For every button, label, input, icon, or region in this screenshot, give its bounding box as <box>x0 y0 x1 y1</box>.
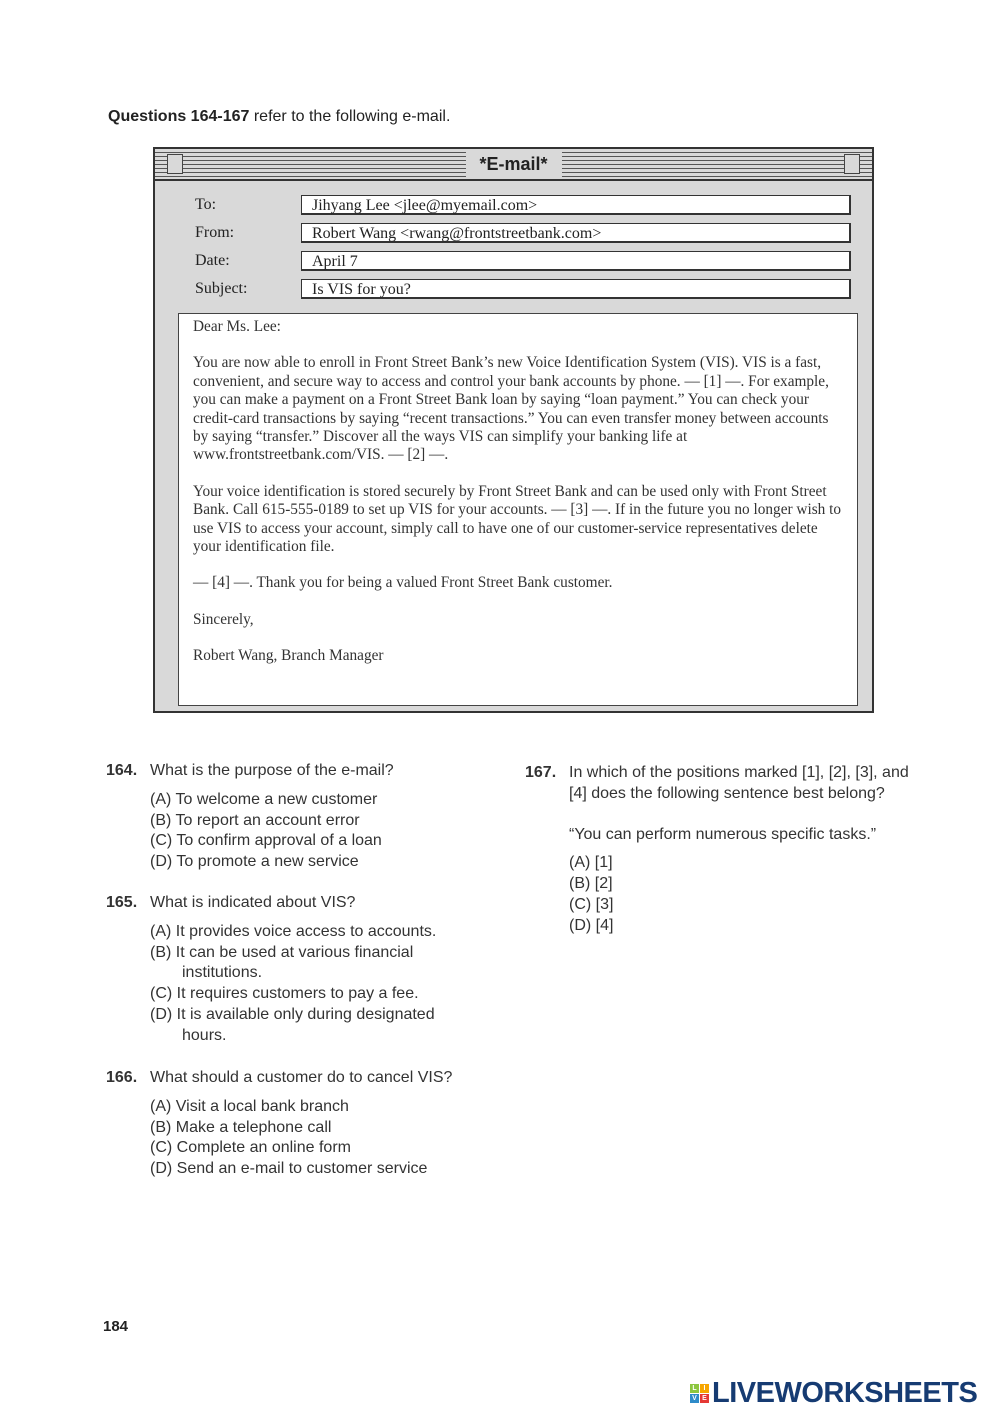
body-paragraph: Your voice identification is stored securely by Front Street Bank and can be used only with Front Street Bank. Call 615-555-0189 to set up VIS for your accounts. — [3] —. If in the future you no longer wish to use VIS to access your account, simply call to have one of our customer-service representatives delete your identification file. <box>193 482 842 556</box>
window-box-icon <box>167 154 183 174</box>
option-c[interactable]: (C) To confirm approval of a loan <box>150 832 382 850</box>
logo-tile: L <box>690 1384 699 1393</box>
subject-label: Subject: <box>195 280 248 297</box>
intro-bold: Questions 164-167 <box>108 108 250 125</box>
question-stem: What should a customer do to cancel VIS? <box>150 1069 453 1086</box>
to-label: To: <box>195 196 217 213</box>
question-number: 167. <box>525 764 557 781</box>
from-label: From: <box>195 224 235 241</box>
intro-line <box>108 108 450 126</box>
option-d[interactable]: (D) To promote a new service <box>150 853 359 871</box>
option-b[interactable]: (B) Make a telephone call <box>150 1118 332 1136</box>
logo-tile: I <box>700 1384 709 1393</box>
signature: Robert Wang, Branch Manager <box>193 647 384 665</box>
closing: Sincerely, <box>193 610 254 628</box>
subject-field: Is VIS for you? <box>301 279 851 299</box>
option-c[interactable]: (C) [3] <box>569 895 614 913</box>
option-d[interactable]: (D) [4] <box>569 916 614 934</box>
question-stem: What is indicated about VIS? <box>150 894 356 911</box>
option-b[interactable]: (B) [2] <box>569 875 613 893</box>
to-field: Jihyang Lee <jlee@myemail.com> <box>301 195 851 215</box>
question-stem: In which of the positions marked [1], [2], [3], and [4] does the following sentence best belong? <box>569 764 909 802</box>
option-a[interactable]: (A) [1] <box>569 854 613 872</box>
liveworksheets-logo <box>690 1377 977 1410</box>
question-number: 164. <box>106 762 138 779</box>
date-field: April 7 <box>301 251 851 271</box>
body-paragraph: You are now able to enroll in Front Street Bank’s new Voice Identification System (VIS). VIS is a fast, convenient, and secure way to access and control your bank accounts by phone. — [1] —. For example, you can make a payment on a Front Street Bank loan by saying “loan payment.” You can check your credit-card transactions by saying “recent transactions.” You can even transfer money between accounts by saying “transfer.” Discover all the ways VIS can simplify your banking life at www.frontstreetbank.com/VIS. — [2] —. <box>193 354 829 464</box>
option-d[interactable]: (D) Send an e-mail to customer service <box>150 1160 428 1178</box>
greeting: Dear Ms. Lee: <box>193 318 281 335</box>
quoted-sentence: “You can perform numerous specific tasks.” <box>569 825 877 843</box>
question-167 <box>525 763 915 937</box>
option-a[interactable]: (A) It provides voice access to accounts. <box>150 922 437 940</box>
email-titlebar <box>155 149 872 181</box>
option-a[interactable]: (A) Visit a local bank branch <box>150 1097 349 1115</box>
option-c[interactable]: (C) It requires customers to pay a fee. <box>150 985 419 1003</box>
question-number: 165. <box>106 894 138 911</box>
question-165 <box>106 893 486 1047</box>
option-d[interactable]: (D) It is available only during designated hours. <box>150 1005 435 1044</box>
page-number: 184 <box>103 1318 129 1335</box>
from-field: Robert Wang <rwang@frontstreetbank.com> <box>301 223 851 243</box>
option-a[interactable]: (A) To welcome a new customer <box>150 790 378 808</box>
logo-tile: V <box>690 1394 699 1403</box>
email-title: *E-mail* <box>465 151 561 177</box>
question-164 <box>106 761 486 873</box>
logo-text: LIVEWORKSHEETS <box>712 1377 978 1409</box>
option-c[interactable]: (C) Complete an online form <box>150 1139 351 1157</box>
option-b[interactable]: (B) To report an account error <box>150 811 360 829</box>
body-paragraph: — [4] —. Thank you for being a valued Front Street Bank customer. <box>193 574 613 592</box>
question-166 <box>106 1068 506 1180</box>
intro-text: refer to the following e-mail. <box>249 108 451 125</box>
logo-tile: E <box>700 1394 709 1403</box>
question-number: 166. <box>106 1069 138 1086</box>
date-label: Date: <box>195 252 230 269</box>
question-stem: What is the purpose of the e-mail? <box>150 762 394 779</box>
option-b[interactable]: (B) It can be used at various financial institutions. <box>150 943 414 982</box>
email-body <box>178 313 858 706</box>
email-window <box>153 147 874 713</box>
window-box-icon <box>844 154 860 174</box>
logo-tiles-icon <box>690 1384 709 1403</box>
